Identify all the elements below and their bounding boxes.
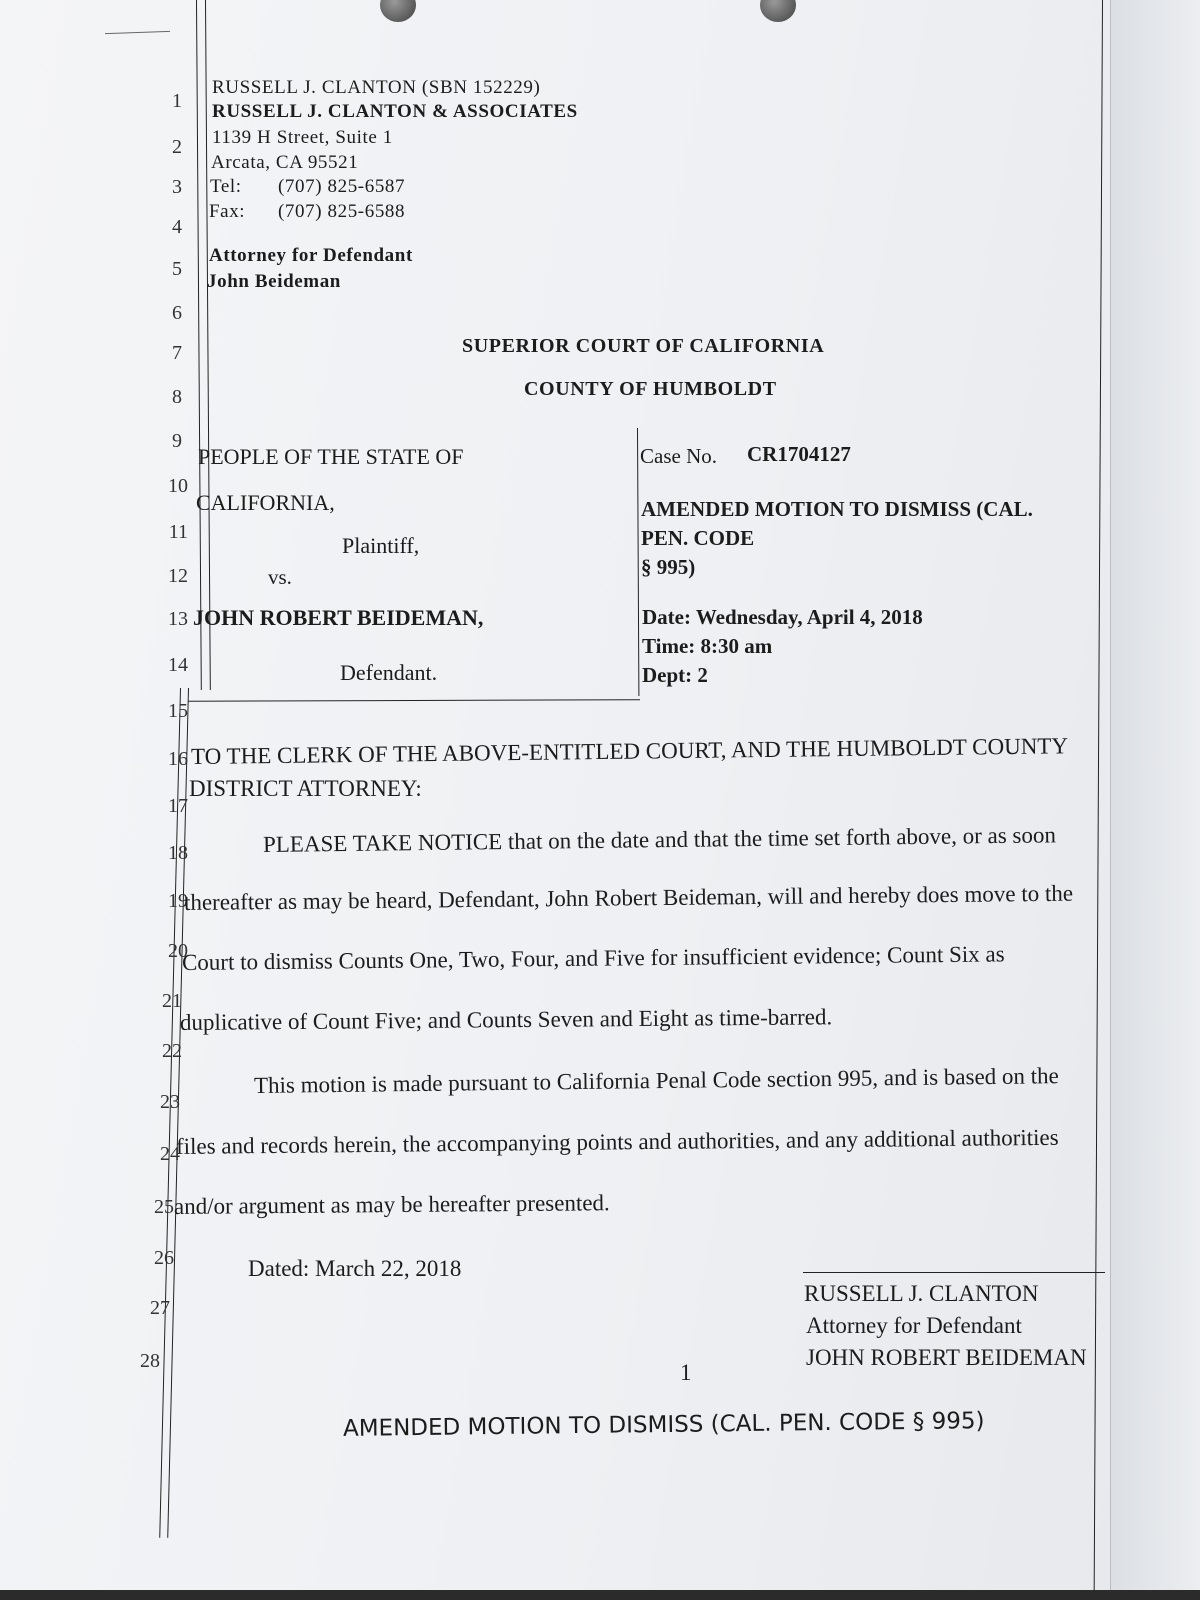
line-number-6: 6	[172, 302, 182, 324]
firm-city: Arcata, CA 95521	[211, 152, 359, 173]
motion-title-1: AMENDED MOTION TO DISMISS (CAL.	[641, 497, 1033, 521]
case-number: CR1704127	[747, 442, 851, 466]
line-number-8: 8	[172, 386, 182, 408]
basis-line-3: and/or argument as may be hereafter presented.	[173, 1190, 610, 1219]
line-number-17: 17	[168, 795, 188, 817]
line-number-9: 9	[172, 430, 182, 452]
right-margin-rule	[1094, 0, 1103, 1590]
line-number-10: 10	[168, 475, 188, 497]
line-number-23: 23	[160, 1091, 180, 1113]
line-number-11: 11	[168, 521, 188, 543]
address-line-1: TO THE CLERK OF THE ABOVE-ENTITLED COURT, AND THE HUMBOLDT COUNTY	[190, 733, 1069, 769]
line-number-25: 25	[154, 1196, 174, 1218]
court-name: SUPERIOR COURT OF CALIFORNIA	[462, 335, 825, 357]
line-number-14: 14	[168, 654, 188, 676]
attorney-client: John Beideman	[207, 271, 341, 292]
fax-number: (707) 825-6588	[278, 201, 406, 222]
tel-number: (707) 825-6587	[278, 176, 406, 197]
line-number-21: 21	[162, 990, 182, 1012]
line-number-19: 19	[168, 890, 188, 912]
left-margin-rule-inner	[205, 0, 211, 690]
firm-name: RUSSELL J. CLANTON & ASSOCIATES	[212, 101, 578, 122]
address-line-2: DISTRICT ATTORNEY:	[189, 776, 422, 801]
versus: vs.	[268, 565, 292, 589]
tel-label: Tel:	[210, 176, 242, 197]
case-no-label: Case No.	[640, 444, 717, 468]
line-number-2: 2	[172, 136, 182, 158]
attorney-name-sbn: RUSSELL J. CLANTON (SBN 152229)	[212, 77, 541, 98]
line-number-13: 13	[168, 608, 188, 630]
notice-line-1: PLEASE TAKE NOTICE that on the date and that the time set forth above, or as soon	[262, 822, 1057, 857]
basis-line-1: This motion is made pursuant to California Penal Code section 995, and is based on the	[253, 1063, 1059, 1098]
line-number-27: 27	[150, 1297, 170, 1319]
caption-bottom-rule	[188, 699, 640, 702]
court-county: COUNTY OF HUMBOLDT	[524, 378, 777, 400]
motion-title-3: § 995)	[641, 555, 696, 579]
footer-title: AMENDED MOTION TO DISMISS (CAL. PEN. CODE § 995)	[342, 1408, 985, 1442]
line-number-1: 1	[172, 90, 182, 112]
signature-line	[803, 1272, 1105, 1273]
line-number-26: 26	[154, 1247, 174, 1269]
line-number-24: 24	[160, 1143, 180, 1165]
basis-line-2: files and records herein, the accompanying points and authorities, and any additional authorities	[175, 1124, 1059, 1159]
defendant-label: Defendant.	[340, 660, 438, 685]
line-number-12: 12	[168, 565, 188, 587]
line-number-15: 15	[168, 700, 188, 722]
line-number-22: 22	[162, 1040, 182, 1062]
line-number-7: 7	[172, 342, 182, 364]
plaintiff-line-1: PEOPLE OF THE STATE OF	[198, 444, 464, 469]
notice-line-2: thereafter as may be heard, Defendant, John Robert Beideman, will and hereby does move to the	[183, 880, 1074, 915]
notice-line-4: duplicative of Count Five; and Counts Seven and Eight as time-barred.	[179, 1004, 833, 1035]
punch-hole-left	[380, 0, 416, 22]
line-number-4: 4	[172, 216, 182, 238]
signer-client: JOHN ROBERT BEIDEMAN	[806, 1345, 1087, 1370]
attorney-role: Attorney for Defendant	[209, 245, 413, 266]
underlying-page-edge	[1110, 0, 1200, 1590]
firm-street: 1139 H Street, Suite 1	[212, 127, 393, 148]
dated-line: Dated: March 22, 2018	[248, 1256, 462, 1281]
page-number: 1	[680, 1360, 692, 1385]
hearing-time: Time: 8:30 am	[642, 634, 773, 658]
hearing-date: Date: Wednesday, April 4, 2018	[642, 605, 923, 629]
hearing-dept: Dept: 2	[642, 663, 708, 687]
plaintiff-line-2: CALIFORNIA,	[196, 490, 335, 515]
motion-title-2: PEN. CODE	[641, 526, 755, 550]
plaintiff-label: Plaintiff,	[342, 533, 420, 558]
fax-label: Fax:	[209, 201, 246, 222]
pen-mark	[105, 31, 170, 34]
line-number-20: 20	[168, 940, 188, 962]
signer-name: RUSSELL J. CLANTON	[804, 1281, 1039, 1306]
left-margin-rule-outer	[196, 0, 202, 690]
signer-role: Attorney for Defendant	[806, 1313, 1022, 1338]
punch-hole-right	[760, 0, 796, 22]
line-number-16: 16	[168, 748, 188, 770]
line-number-18: 18	[168, 842, 188, 864]
line-number-5: 5	[172, 258, 182, 280]
notice-line-3: Court to dismiss Counts One, Two, Four, and Five for insufficient evidence; Count Six as	[181, 941, 1005, 975]
defendant-name: JOHN ROBERT BEIDEMAN,	[193, 605, 484, 630]
line-number-28: 28	[140, 1350, 160, 1372]
line-number-3: 3	[172, 176, 182, 198]
